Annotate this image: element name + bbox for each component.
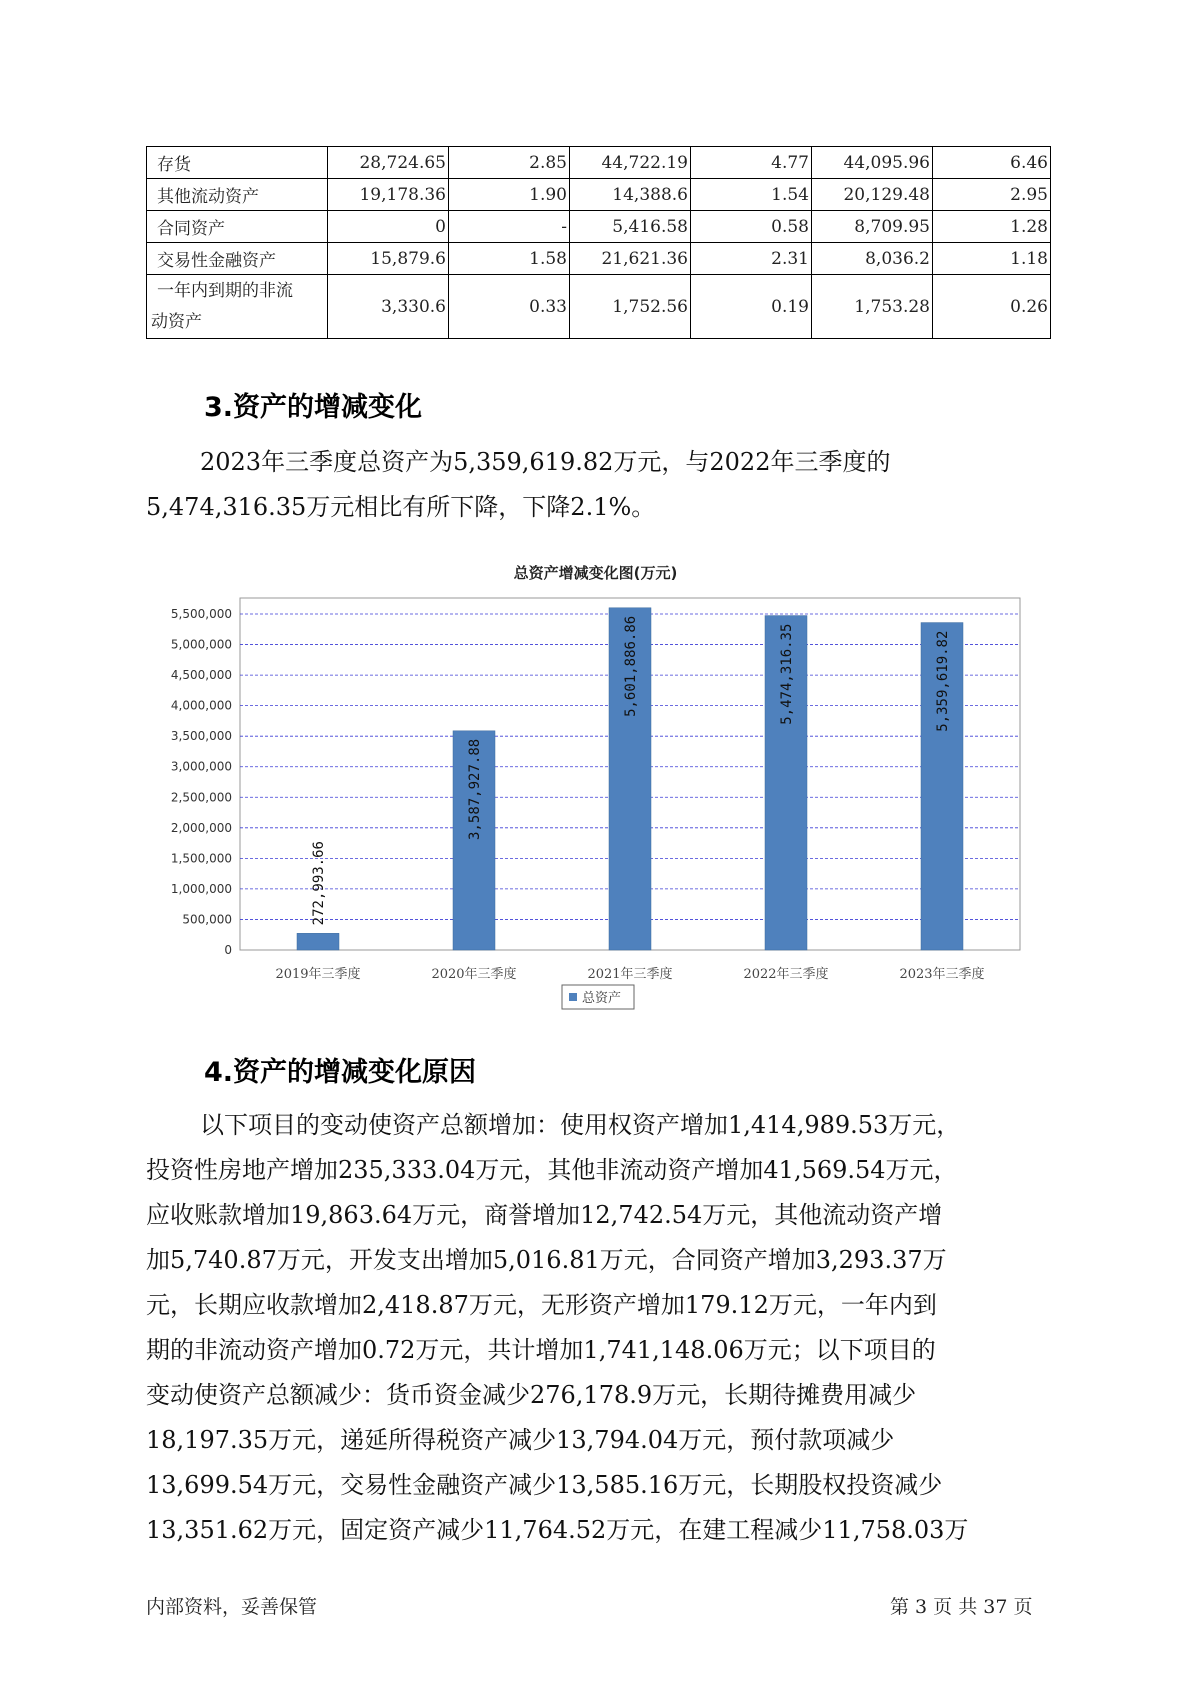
paragraph-line: 加5,740.87万元，开发支出增加5,016.81万元，合同资产增加3,293.37万 (146, 1246, 947, 1274)
cell-percent: - (449, 211, 570, 243)
asset-table (146, 146, 1051, 339)
table-row (147, 179, 1051, 211)
paragraph-line: 13,699.54万元，交易性金融资产减少13,585.16万元，长期股权投资减少 (146, 1471, 943, 1499)
cell-value: 15,879.6 (328, 243, 449, 275)
paragraph-line: 元，长期应收款增加2,418.87万元，无形资产增加179.12万元，一年内到 (146, 1291, 937, 1319)
y-tick-label: 4,000,000 (170, 698, 232, 713)
cell-percent: 0.58 (691, 211, 812, 243)
cell-value: 1,752.56 (570, 275, 691, 339)
paragraph-line: 18,197.35万元，递延所得税资产减少13,794.04万元，预付款项减少 (146, 1426, 895, 1454)
bar-value-label: 5,601,886.86 (623, 615, 639, 717)
row-name: 存货 (147, 147, 328, 179)
y-tick-label: 0 (224, 943, 232, 957)
legend-label: 总资产 (582, 991, 622, 1006)
row-name: 其他流动资产 (147, 179, 328, 211)
cell-value: 19,178.36 (328, 179, 449, 211)
cell-percent: 0.19 (691, 275, 812, 339)
cell-value: 0 (328, 211, 449, 243)
paragraph-line: 以下项目的变动使资产总额增加：使用权资产增加1,414,989.53万元， (200, 1111, 961, 1139)
page-number: 第 3 页 共 37 页 (890, 1596, 1033, 1618)
table-row (147, 211, 1051, 243)
bar-value-label: 272,993.66 (311, 841, 327, 926)
bar-value-label: 5,359,619.82 (935, 630, 951, 732)
row-name: 合同资产 (147, 211, 328, 243)
y-tick-label: 5,000,000 (170, 637, 232, 652)
y-tick-label: 4,500,000 (170, 668, 232, 683)
x-tick-label: 2019年三季度 (275, 967, 361, 982)
section3-paragraph (146, 440, 1061, 530)
y-tick-label: 1,000,000 (170, 881, 232, 896)
section4-paragraph (146, 1103, 1076, 1553)
section-heading: 3.资产的增减变化 (204, 392, 423, 423)
cell-percent: 1.90 (449, 179, 570, 211)
cell-percent: 0.26 (933, 275, 1051, 339)
paragraph-line: 变动使资产总额减少：货币资金减少276,178.9万元，长期待摊费用减少 (146, 1381, 917, 1409)
cell-value: 8,709.95 (812, 211, 933, 243)
cell-percent: 1.54 (691, 179, 812, 211)
table-row (147, 147, 1051, 179)
y-tick-label: 2,500,000 (170, 790, 232, 805)
row-name-line: 动资产 (151, 311, 202, 332)
cell-percent: 1.28 (933, 211, 1051, 243)
y-tick-label: 3,500,000 (170, 729, 232, 744)
cell-percent: 1.18 (933, 243, 1051, 275)
row-name (147, 275, 328, 339)
cell-value: 8,036.2 (812, 243, 933, 275)
section-heading: 4.资产的增减变化原因 (204, 1057, 477, 1088)
x-tick-label: 2022年三季度 (743, 967, 829, 982)
cell-percent: 0.33 (449, 275, 570, 339)
bar-value-label: 5,474,316.35 (779, 623, 795, 725)
total-assets-bar-chart (150, 590, 1030, 1020)
cell-value: 28,724.65 (328, 147, 449, 179)
cell-percent: 2.31 (691, 243, 812, 275)
cell-percent: 4.77 (691, 147, 812, 179)
paragraph-line: 应收账款增加19,863.64万元，商誉增加12,742.54万元，其他流动资产增 (146, 1201, 943, 1229)
x-tick-label: 2021年三季度 (587, 967, 673, 982)
cell-value: 20,129.48 (812, 179, 933, 211)
paragraph-line: 5,474,316.35万元相比有所下降，下降2.1%。 (146, 493, 656, 521)
bar (297, 933, 339, 950)
cell-value: 14,388.6 (570, 179, 691, 211)
paragraph-line: 2023年三季度总资产为5,359,619.82万元，与2022年三季度的 (200, 448, 891, 476)
cell-value: 1,753.28 (812, 275, 933, 339)
cell-value: 5,416.58 (570, 211, 691, 243)
cell-value: 44,095.96 (812, 147, 933, 179)
paragraph-line: 13,351.62万元，固定资产减少11,764.52万元，在建工程减少11,758.03万 (146, 1516, 969, 1544)
y-tick-label: 5,500,000 (170, 607, 232, 621)
paragraph-line: 投资性房地产增加235,333.04万元，其他非流动资产增加41,569.54万元， (146, 1156, 958, 1184)
cell-percent: 2.95 (933, 179, 1051, 211)
cell-percent: 1.58 (449, 243, 570, 275)
cell-value: 3,330.6 (328, 275, 449, 339)
y-tick-label: 500,000 (182, 912, 232, 927)
y-tick-label: 1,500,000 (170, 851, 232, 866)
cell-percent: 6.46 (933, 147, 1051, 179)
x-tick-label: 2020年三季度 (431, 967, 517, 982)
cell-value: 21,621.36 (570, 243, 691, 275)
x-tick-label: 2023年三季度 (899, 967, 985, 982)
table-row (147, 243, 1051, 275)
cell-value: 44,722.19 (570, 147, 691, 179)
chart-title: 总资产增减变化图(万元) (513, 564, 678, 582)
row-name-line: 一年内到期的非流 (157, 280, 293, 301)
y-tick-label: 2,000,000 (170, 820, 232, 835)
footer-left: 内部资料，妥善保管 (146, 1596, 318, 1618)
row-name: 交易性金融资产 (147, 243, 328, 275)
y-tick-label: 3,000,000 (170, 759, 232, 774)
legend-swatch (569, 993, 577, 1001)
paragraph-line: 期的非流动资产增加0.72万元，共计增加1,741,148.06万元；以下项目的 (146, 1336, 936, 1364)
bar-value-label: 3,587,927.88 (467, 738, 483, 840)
table-row (147, 275, 1051, 339)
cell-percent: 2.85 (449, 147, 570, 179)
